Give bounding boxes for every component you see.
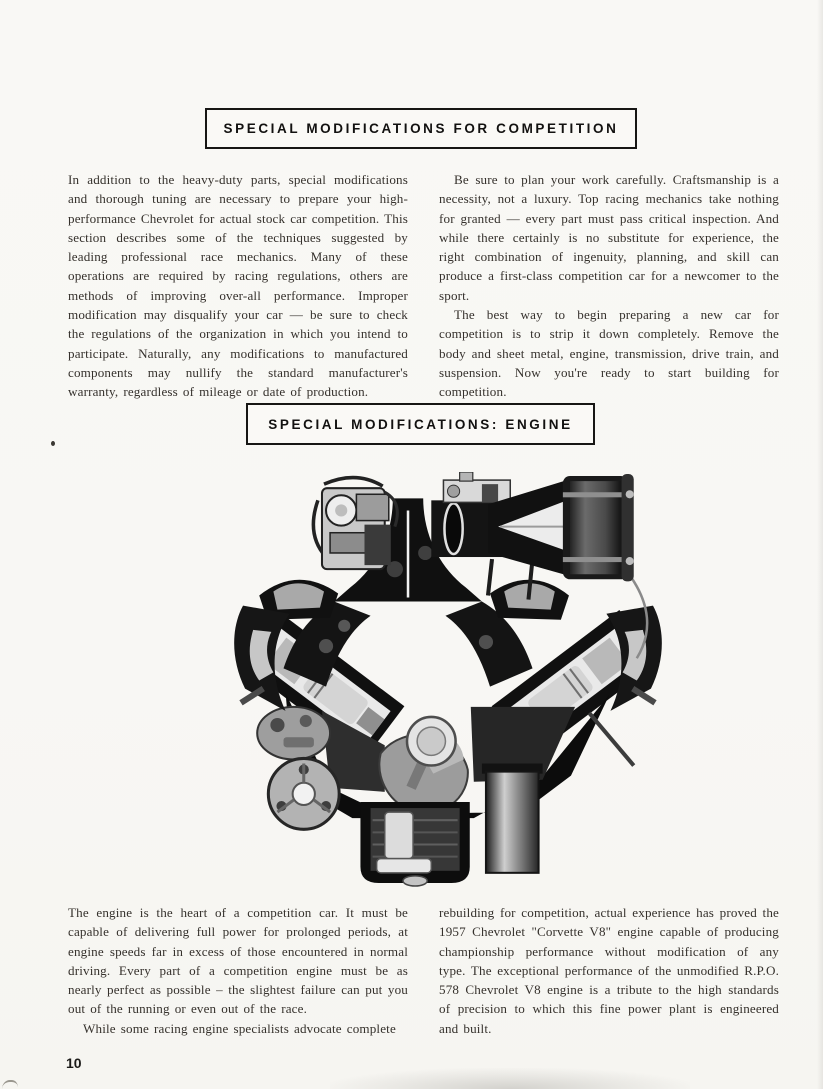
engine-cutaway-svg — [228, 472, 668, 887]
section-header-competition — [205, 108, 637, 149]
engine-left-paragraph-2: While some racing engine specialists advocate complete — [83, 1020, 396, 1036]
section-header-competition-label: SPECIAL MODIFICATIONS FOR COMPETITION — [223, 121, 619, 136]
section-header-engine — [246, 403, 595, 445]
corner-curl-mark — [2, 1080, 18, 1089]
ignition-cluster — [257, 707, 330, 760]
air-cleaner-drum — [563, 474, 634, 581]
intro-left-paragraph: In addition to the heavy-duty parts, special modifications and thorough tuning are necessary to prepare your high-performance Chevrolet for actual stock car competition. This section describes some of the techniques suggested by leading professional race mechanics. Many of these operations are required by racing regulations, others are methods of improving over-all performance. Improper modification may disqualify your car — be sure to check the regulations of the organization in which you intend to participate. Naturally, any modifications to manufactured components may nullify the standard manufacturer's warranty, regardless of mileage or date of production. — [68, 172, 408, 400]
intro-columns — [68, 170, 779, 402]
print-speck — [51, 441, 55, 446]
secondary-carburetor — [443, 472, 510, 502]
intro-right-column — [439, 170, 779, 402]
oil-pan — [360, 802, 469, 886]
intro-right-paragraph-1: Be sure to plan your work carefully. Craftsmanship is a necessity, not a luxury. Top racing mechanics take nothing for granted — every part must pass critical inspection. And while there certainly is no substitute for experience, the right combination of ingenuity, planning, and skill can produce a first-class competition car for a newcomer to the sport. — [439, 172, 779, 303]
page-edge-shadow — [817, 0, 823, 1089]
section-header-engine-label: SPECIAL MODIFICATIONS: ENGINE — [268, 416, 573, 432]
oil-filter — [482, 764, 543, 873]
engine-text-columns — [68, 903, 779, 1038]
page-curl-shadow — [330, 1068, 690, 1089]
dipstick-rod — [589, 713, 634, 766]
engine-right-column — [439, 903, 779, 1038]
engine-cutaway-illustration — [228, 472, 668, 887]
harmonic-balancer — [268, 758, 339, 829]
engine-left-paragraph-1: The engine is the heart of a competition car. It must be capable of delivering full power for prolonged periods, at engine speeds far in excess of those encountered in normal driving. Every part of a competition engine must be as nearly perfect as possible – the slightest failure can put you out of the running or even out of the race. — [68, 905, 408, 1017]
carburetor-assembly — [313, 478, 397, 570]
engine-left-column — [68, 903, 408, 1038]
piston-pin — [417, 727, 445, 755]
intro-left-column — [68, 170, 408, 402]
engine-right-paragraph: rebuilding for competition, actual experience has proved the 1957 Chevrolet "Corvette V8" engine capable of producing championship performance without modification of any type. The exceptional performance of the unmodified R.P.O. 578 Chevrolet V8 engine is a tribute to the high standards of precision to which this fine power plant is engineered and built. — [439, 905, 779, 1036]
intro-right-paragraph-2: The best way to begin preparing a new car for competition is to strip it down completely. Remove the body and sheet metal, engine, transmission, drive train, and suspension. Now you're ready to start building for competition. — [439, 307, 779, 400]
page-number: 10 — [66, 1055, 82, 1071]
